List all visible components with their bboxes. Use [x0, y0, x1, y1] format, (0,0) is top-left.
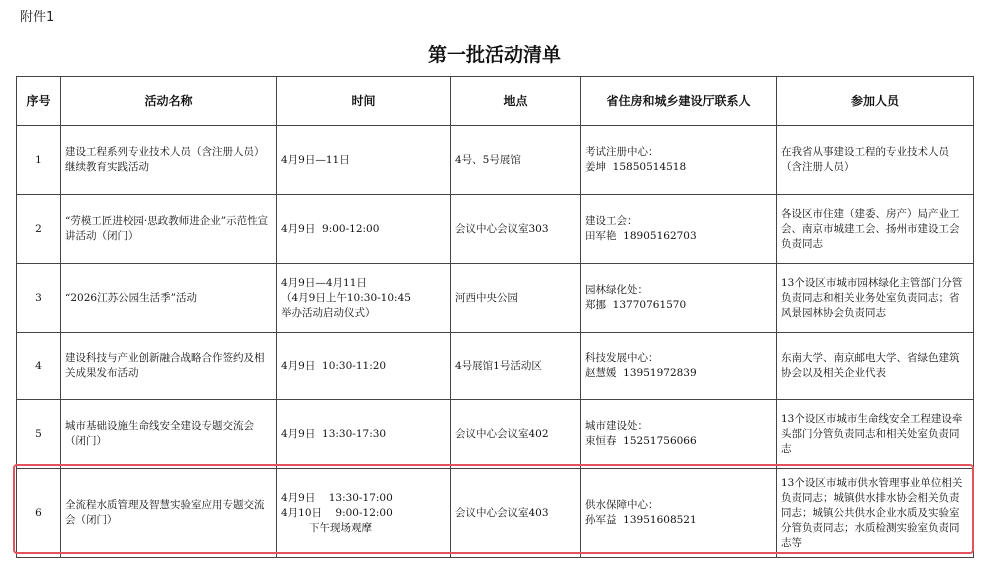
- activity-time: [277, 126, 451, 195]
- contact: [581, 126, 777, 195]
- participants: 东南大学、南京邮电大学、省绿色建筑协会以及相关企业代表: [777, 333, 974, 400]
- activity-place: 4号展馆1号活动区: [451, 333, 581, 400]
- contact-person: 姜坤 15850514518: [585, 161, 687, 173]
- time-line: 4月9日—11日: [281, 153, 350, 166]
- activity-time: [277, 400, 451, 469]
- participants: 13个设区市城市供水管理事业单位相关负责同志；城镇供水排水协会相关负责同志；城镇公共供水企业水质及实验室分管负责同志；水质检测实验室负责同志等: [777, 469, 974, 558]
- time-line: 4月9日 10:30-11:20: [281, 359, 387, 372]
- activity-name: 建设工程系列专业技术人员（含注册人员）继续教育实践活动: [61, 126, 277, 195]
- table-row: [17, 333, 974, 400]
- activity-place: 河西中央公园: [451, 264, 581, 333]
- contact: [581, 195, 777, 264]
- attachment-label: 附件1: [20, 10, 55, 25]
- contact-dept: 建设工会：: [585, 215, 638, 227]
- row-number: 6: [17, 469, 61, 558]
- contact: [581, 264, 777, 333]
- time-line: 4月9日—4月11日: [281, 276, 367, 289]
- contact-dept: 考试注册中心：: [585, 146, 659, 158]
- participants: 13个设区市城市生命线安全工程建设牵头部门分管负责同志和相关处室负责同志: [777, 400, 974, 469]
- header-time: 时间: [277, 77, 451, 126]
- activity-place: 会议中心会议室402: [451, 400, 581, 469]
- contact: [581, 469, 777, 558]
- contact-person: 田军艳 18905162703: [585, 230, 697, 242]
- time-line: 4月9日 13:30-17:00: [281, 491, 393, 504]
- row-number: 3: [17, 264, 61, 333]
- row-number: 1: [17, 126, 61, 195]
- activity-name: 城市基础设施生命线安全建设专题交流会（闭门）: [61, 400, 277, 469]
- participants: 各设区市住建（建委、房产）局产业工会、南京市城建工会、扬州市建设工会负责同志: [777, 195, 974, 264]
- contact-dept: 供水保障中心：: [585, 499, 659, 511]
- contact-person: 束恒春 15251756066: [585, 435, 697, 447]
- row-number: 4: [17, 333, 61, 400]
- contact-person: 郑挪 13770761570: [585, 299, 687, 311]
- activity-name: “劳模工匠进校园·思政教师进企业”示范性宣讲活动（闭门）: [61, 195, 277, 264]
- time-line: 举办活动启动仪式）: [281, 306, 376, 319]
- table-row: [17, 126, 974, 195]
- activity-place: 会议中心会议室303: [451, 195, 581, 264]
- header-activity-name: 活动名称: [61, 77, 277, 126]
- time-line: 下午现场观摩: [309, 521, 372, 534]
- time-line: 4月9日 13:30-17:30: [281, 427, 387, 440]
- page-title: 第一批活动清单: [427, 44, 561, 66]
- activity-place: 会议中心会议室403: [451, 469, 581, 558]
- activity-name: “2026江苏公园生活季”活动: [61, 264, 277, 333]
- header-contact: 省住房和城乡建设厅联系人: [581, 77, 777, 126]
- header-seq: 序号: [17, 77, 61, 126]
- participants: 13个设区市城市园林绿化主管部门分管负责同志和相关业务处室负责同志；省风景园林协会负责同志: [777, 264, 974, 333]
- time-line: 4月9日 9:00-12:00: [281, 222, 380, 235]
- activity-table: [16, 76, 974, 558]
- contact-person: 孙军益 13951608521: [585, 514, 697, 526]
- activity-time: [277, 333, 451, 400]
- table-header-row: [17, 77, 974, 126]
- activity-time: [277, 469, 451, 558]
- table-row: [17, 264, 974, 333]
- time-line: 4月10日 9:00-12:00: [281, 506, 393, 519]
- contact-person: 赵慧媛 13951972839: [585, 367, 697, 379]
- contact: [581, 400, 777, 469]
- table-row: [17, 195, 974, 264]
- activity-time: [277, 195, 451, 264]
- header-participants: 参加人员: [777, 77, 974, 126]
- activity-name: 建设科技与产业创新融合战略合作签约及相关成果发布活动: [61, 333, 277, 400]
- contact-dept: 城市建设处：: [585, 420, 648, 432]
- row-number: 5: [17, 400, 61, 469]
- contact-dept: 科技发展中心：: [585, 352, 659, 364]
- activity-place: 4号、5号展馆: [451, 126, 581, 195]
- contact-dept: 园林绿化处：: [585, 284, 648, 296]
- row-number: 2: [17, 195, 61, 264]
- header-place: 地点: [451, 77, 581, 126]
- participants: 在我省从事建设工程的专业技术人员（含注册人员）: [777, 126, 974, 195]
- table-row: [17, 469, 974, 558]
- activity-name: 全流程水质管理及智慧实验室应用专题交流会（闭门）: [61, 469, 277, 558]
- activity-time: [277, 264, 451, 333]
- contact: [581, 333, 777, 400]
- table-row: [17, 400, 974, 469]
- time-line: （4月9日上午10:30-10:45: [281, 291, 411, 304]
